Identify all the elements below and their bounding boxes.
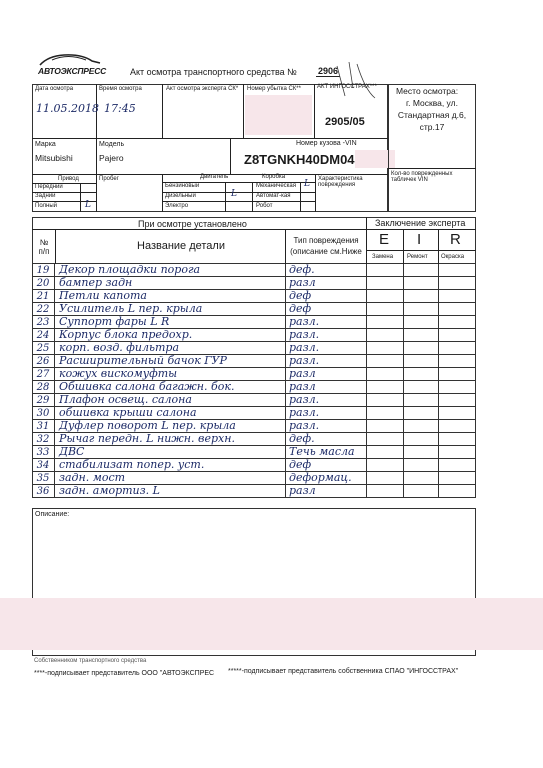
- model-label: Модель: [99, 141, 125, 148]
- table-row: 32 Рычаг передн. L нижн. верхн. деф.: [32, 433, 476, 446]
- redaction-block: [245, 95, 312, 135]
- engine-electro: Электро: [165, 203, 189, 209]
- time-value: 17:45: [104, 102, 136, 115]
- col-damage: Тип повреждения (описание см.Ниже: [290, 236, 362, 256]
- act-number: 2906: [318, 66, 339, 76]
- drive-rear: Задний: [35, 193, 56, 199]
- mileage-label: Пробег: [99, 176, 119, 182]
- logo-text: АВТОЭКСПРЕСС: [38, 66, 107, 76]
- date-value: 11.05.2018: [36, 102, 99, 115]
- owner-note: Собственником транспортного средства: [34, 658, 147, 664]
- table-row: 19 Декор площадки порога деф.: [32, 264, 476, 277]
- drive-label: Привод: [58, 176, 79, 182]
- logo: [38, 52, 107, 80]
- model-value: Pajero: [99, 153, 124, 163]
- sub-col-paint: Окраска: [441, 254, 465, 260]
- vin-label: Номер кузова -VIN: [296, 140, 357, 147]
- gearbox-robot: Робот: [256, 203, 273, 209]
- gearbox-label: Коробка: [262, 174, 286, 180]
- sub-col-replace: Замена: [372, 254, 394, 260]
- vin-value: Z8TGNKH40DM04: [244, 152, 355, 167]
- gearbox-mark: L: [304, 179, 310, 189]
- col-part: Название детали: [137, 240, 225, 252]
- description-redaction: [0, 598, 543, 650]
- table-row: 21 Петли капота деф: [32, 290, 476, 303]
- footnote-ingos: *****-подписывает представитель собственника СПАО "ИНГОССТРАХ": [228, 668, 459, 675]
- description-label: Описание:: [35, 511, 70, 518]
- engine-mark: L: [231, 189, 237, 199]
- drive-mark: L: [85, 200, 91, 210]
- time-label: Время осмотра: [99, 86, 142, 92]
- table-row: 35 задн. мост деформац.: [32, 472, 476, 485]
- section-title: При осмотре установлено: [138, 219, 247, 229]
- table-row: 29 Плафон освещ. салона разл.: [32, 394, 476, 407]
- table-row: 34 стабилизат попер. уст. деф: [32, 459, 476, 472]
- vin-plates-label: Кол-во поврежденных табличек VIN: [391, 171, 453, 183]
- letter-i: I: [417, 231, 422, 248]
- table-row: 26 Расширительный бачок ГУР разл.: [32, 355, 476, 368]
- expert-act-label: Акт осмотра эксперта СК*: [166, 86, 239, 92]
- table-row: 27 кожух вискомуфты разл: [32, 368, 476, 381]
- inspection-place-label: Место осмотра:: [396, 86, 459, 96]
- engine-label: Двигатель: [200, 174, 229, 180]
- engine-diesel: Дизельный: [165, 193, 196, 199]
- gearbox-manual: Механическая: [256, 183, 297, 189]
- col-no: № п/п: [38, 238, 50, 256]
- drive-front: Передний: [35, 184, 63, 190]
- letter-r: R: [450, 231, 461, 248]
- drive-full: Полный: [35, 203, 57, 209]
- table-row: 22 Усилитель L пер. крыла деф: [32, 303, 476, 316]
- inspection-place-value: г. Москва, ул. Стандартная д.6, стр.17: [397, 98, 467, 132]
- engine-petrol: Бензиновый: [165, 183, 200, 189]
- table-row: 23 Суппорт фары L R разл.: [32, 316, 476, 329]
- brand-label: Марка: [35, 141, 56, 148]
- damage-char-label: Характеристика повреждения: [318, 176, 363, 188]
- ingos-act-label: АКТ ИНГОССТРАХ***: [317, 84, 377, 90]
- footnote-expert: ****-подписывает представитель ООО "АВТОЭКСПРЕС: [34, 670, 215, 677]
- sub-col-repair: Ремонт: [407, 254, 428, 260]
- table-row: 36 задн. амортиз. L разл: [32, 485, 476, 498]
- table-row: 30 обшивка крыши салона разл.: [32, 407, 476, 420]
- table-row: 25 корп. возд. фильтра разл.: [32, 342, 476, 355]
- ingos-act-value: 2905/05: [325, 116, 365, 128]
- table-row: 24 Корпус блока предохр. разл.: [32, 329, 476, 342]
- table-row: 28 Обшивка салона багажн. бок. разл: [32, 381, 476, 394]
- loss-number-label: Номер убытка СК**: [247, 86, 301, 92]
- date-label: Дата осмотра: [35, 86, 74, 92]
- page-title: Акт осмотра транспортного средства №: [130, 67, 297, 77]
- expert-section-title: Заключение эксперта: [375, 218, 466, 228]
- table-row: 31 Дуфлер поворот L пер. крыла разл.: [32, 420, 476, 433]
- gearbox-auto: Автомат-кая: [256, 193, 291, 199]
- letter-e: E: [379, 231, 390, 248]
- table-row: 33 ДВС Течь масла: [32, 446, 476, 459]
- brand-value: Mitsubishi: [35, 153, 73, 163]
- table-row: 20 бампер задн разл: [32, 277, 476, 290]
